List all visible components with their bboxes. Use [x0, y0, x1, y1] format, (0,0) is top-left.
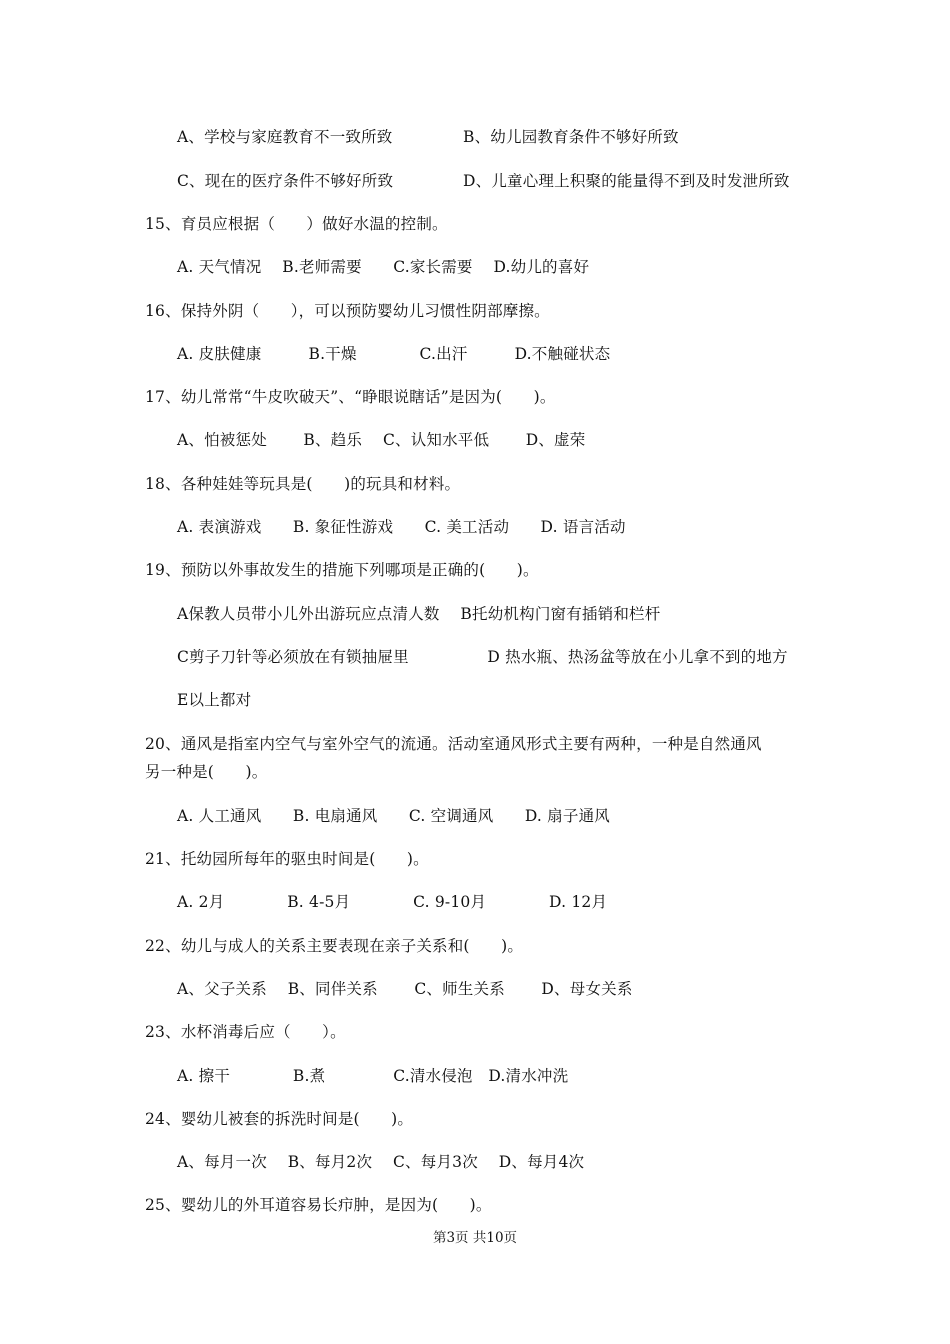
question-line: 20、通风是指室内空气与室外空气的流通。活动室通风形式主要有两种，一种是自然通风 — [145, 735, 762, 753]
question-line: 19、预防以外事故发生的措施下列哪项是正确的( )。 — [145, 561, 539, 579]
option-line: A. 表演游戏 B. 象征性游戏 C. 美工活动 D. 语言活动 — [177, 518, 626, 536]
option-line: A、父子关系 B、同伴关系 C、师生关系 D、母女关系 — [177, 980, 633, 998]
question-line: 22、幼儿与成人的关系主要表现在亲子关系和( )。 — [145, 937, 524, 955]
option-line: A. 天气情况 B.老师需要 C.家长需要 D.幼儿的喜好 — [177, 258, 590, 276]
question-line: 23、水杯消毒后应（ ）。 — [145, 1023, 346, 1041]
option-line: B、幼儿园教育条件不够好所致 — [463, 128, 679, 146]
option-line: A. 2月 B. 4-5月 C. 9-10月 D. 12月 — [177, 893, 608, 911]
question-line: 24、婴幼儿被套的拆洗时间是( )。 — [145, 1110, 414, 1128]
question-line: 17、幼儿常常“牛皮吹破天”、“睁眼说瞎话”是因为( )。 — [145, 388, 556, 406]
page-footer: 第3页 共10页 — [432, 1230, 518, 1246]
question-line: 21、托幼园所每年的驱虫时间是( )。 — [145, 850, 429, 868]
option-line: A保教人员带小儿外出游玩应点清人数 B托幼机构门窗有插销和栏杆 — [177, 605, 661, 623]
option-line: A. 擦干 B.煮 C.清水侵泡 D.清水冲洗 — [177, 1067, 569, 1085]
option-line: A、每月一次 B、每月2次 C、每月3次 D、每月4次 — [177, 1153, 585, 1171]
question-line: 18、各种娃娃等玩具是( )的玩具和材料。 — [145, 475, 461, 493]
option-line: D、儿童心理上积聚的能量得不到及时发泄所致 — [463, 172, 790, 190]
option-line: A. 皮肤健康 B.干燥 C.出汗 D.不触碰状态 — [177, 345, 611, 363]
option-line: A. 人工通风 B. 电扇通风 C. 空调通风 D. 扇子通风 — [177, 807, 610, 825]
question-line: 另一种是( )。 — [145, 763, 268, 781]
option-line: C、现在的医疗条件不够好所致 — [177, 172, 394, 190]
option-line: E以上都对 — [177, 691, 252, 709]
question-line: 25、婴幼儿的外耳道容易长疖肿，是因为( )。 — [145, 1196, 492, 1214]
option-line: A、学校与家庭教育不一致所致 — [177, 128, 393, 146]
question-line: 15、育员应根据（ ）做好水温的控制。 — [145, 215, 448, 233]
question-line: 16、保持外阴（ ），可以预防婴幼儿习惯性阴部摩擦。 — [145, 302, 550, 320]
option-line: C剪子刀针等必须放在有锁抽屉里 D 热水瓶、热汤盆等放在小儿拿不到的地方 — [177, 648, 788, 666]
option-line: A、怕被惩处 B、趋乐 C、认知水平低 D、虚荣 — [177, 431, 586, 449]
